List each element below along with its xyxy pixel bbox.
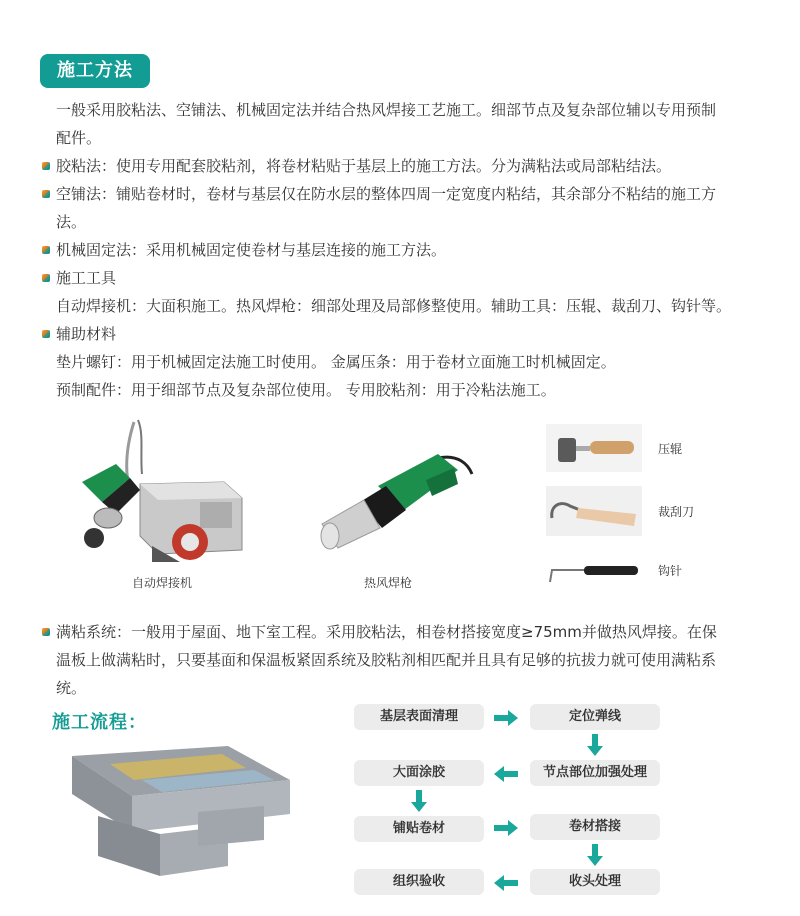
flow-step-node-reinforcement: 节点部位加强处理 (530, 760, 660, 786)
hot-air-gun-image (308, 440, 478, 560)
scraper-caption: 裁刮刀 (658, 505, 695, 519)
hot-air-gun-caption: 热风焊枪 (364, 576, 413, 590)
bullet-icon (42, 274, 50, 282)
hook-needle-caption: 钩针 (658, 564, 683, 578)
bullet-icon (42, 330, 50, 338)
aux-line-1: 垫片螺钉：用于机械固定法施工时使用。 金属压条：用于卷材立面施工时机械固定。 (56, 353, 616, 371)
flow-step-positioning: 定位弹线 (530, 704, 660, 730)
loose-method-line-1: 空铺法：铺贴卷材时，卷材与基层仅在防水层的整体四周一定宽度内粘结，其余部分不粘结的施工方 (56, 185, 717, 203)
glue-method-text: 胶粘法：使用专用配套胶粘剂，将卷材粘贴于基层上的施工方法。分为满粘法或局部粘结法。 (56, 157, 672, 175)
auto-welder-caption: 自动焊接机 (132, 576, 193, 590)
arrow-down-icon (411, 790, 427, 812)
full-system-line-2: 温板上做满粘时，只要基面和保温板紧固系统及胶粘剂相匹配并且具有足够的抗拔力就可使用满粘系 (56, 651, 717, 669)
flow-step-acceptance: 组织验收 (354, 869, 484, 895)
bullet-icon (42, 190, 50, 198)
roof-layers-image (68, 736, 298, 882)
arrow-down-icon (587, 844, 603, 866)
arrow-left-icon (494, 875, 520, 891)
flow-step-glue-coating: 大面涂胶 (354, 760, 484, 786)
hook-needle-image (546, 556, 642, 590)
tools-title: 施工工具 (56, 269, 117, 287)
auto-welder-image (72, 414, 252, 574)
full-system-line-1: 满粘系统：一般用于屋面、地下室工程。采用胶粘法，相卷材搭接宽度≥75mm并做热风焊接。在保 (56, 623, 717, 641)
flow-title: 施工流程： (52, 712, 147, 733)
aux-line-2: 预制配件：用于细部节点及复杂部位使用。 专用胶粘剂：用于冷粘法施工。 (56, 381, 556, 399)
scraper-image (546, 486, 642, 536)
intro-line-2: 配件。 (56, 129, 102, 147)
flow-step-membrane-overlap: 卷材搭接 (530, 814, 660, 840)
tools-desc: 自动焊接机：大面积施工。热风焊枪：细部处理及局部修整使用。辅助工具：压辊、裁刮刀、钩针等。 (56, 297, 732, 315)
mech-method-text: 机械固定法：采用机械固定使卷材与基层连接的施工方法。 (56, 241, 447, 259)
intro-line-1: 一般采用胶粘法、空铺法、机械固定法并结合热风焊接工艺施工。细部节点及复杂部位辅以专用预制 (56, 101, 717, 119)
roller-caption: 压辊 (658, 442, 683, 456)
arrow-down-icon (587, 734, 603, 756)
full-system-line-3: 统。 (56, 679, 87, 697)
flow-step-lay-membrane: 铺贴卷材 (354, 816, 484, 842)
aux-title: 辅助材料 (56, 325, 117, 343)
bullet-icon (42, 162, 50, 170)
arrow-right-icon (494, 710, 520, 726)
arrow-left-icon (494, 766, 520, 782)
bullet-icon (42, 628, 50, 636)
loose-method-line-2: 法。 (56, 213, 87, 231)
bullet-icon (42, 246, 50, 254)
roller-image (546, 424, 642, 472)
flow-step-base-cleaning: 基层表面清理 (354, 704, 484, 730)
arrow-right-icon (494, 820, 520, 836)
section-title-badge: 施工方法 (40, 54, 150, 88)
flow-step-edge-finishing: 收头处理 (530, 869, 660, 895)
